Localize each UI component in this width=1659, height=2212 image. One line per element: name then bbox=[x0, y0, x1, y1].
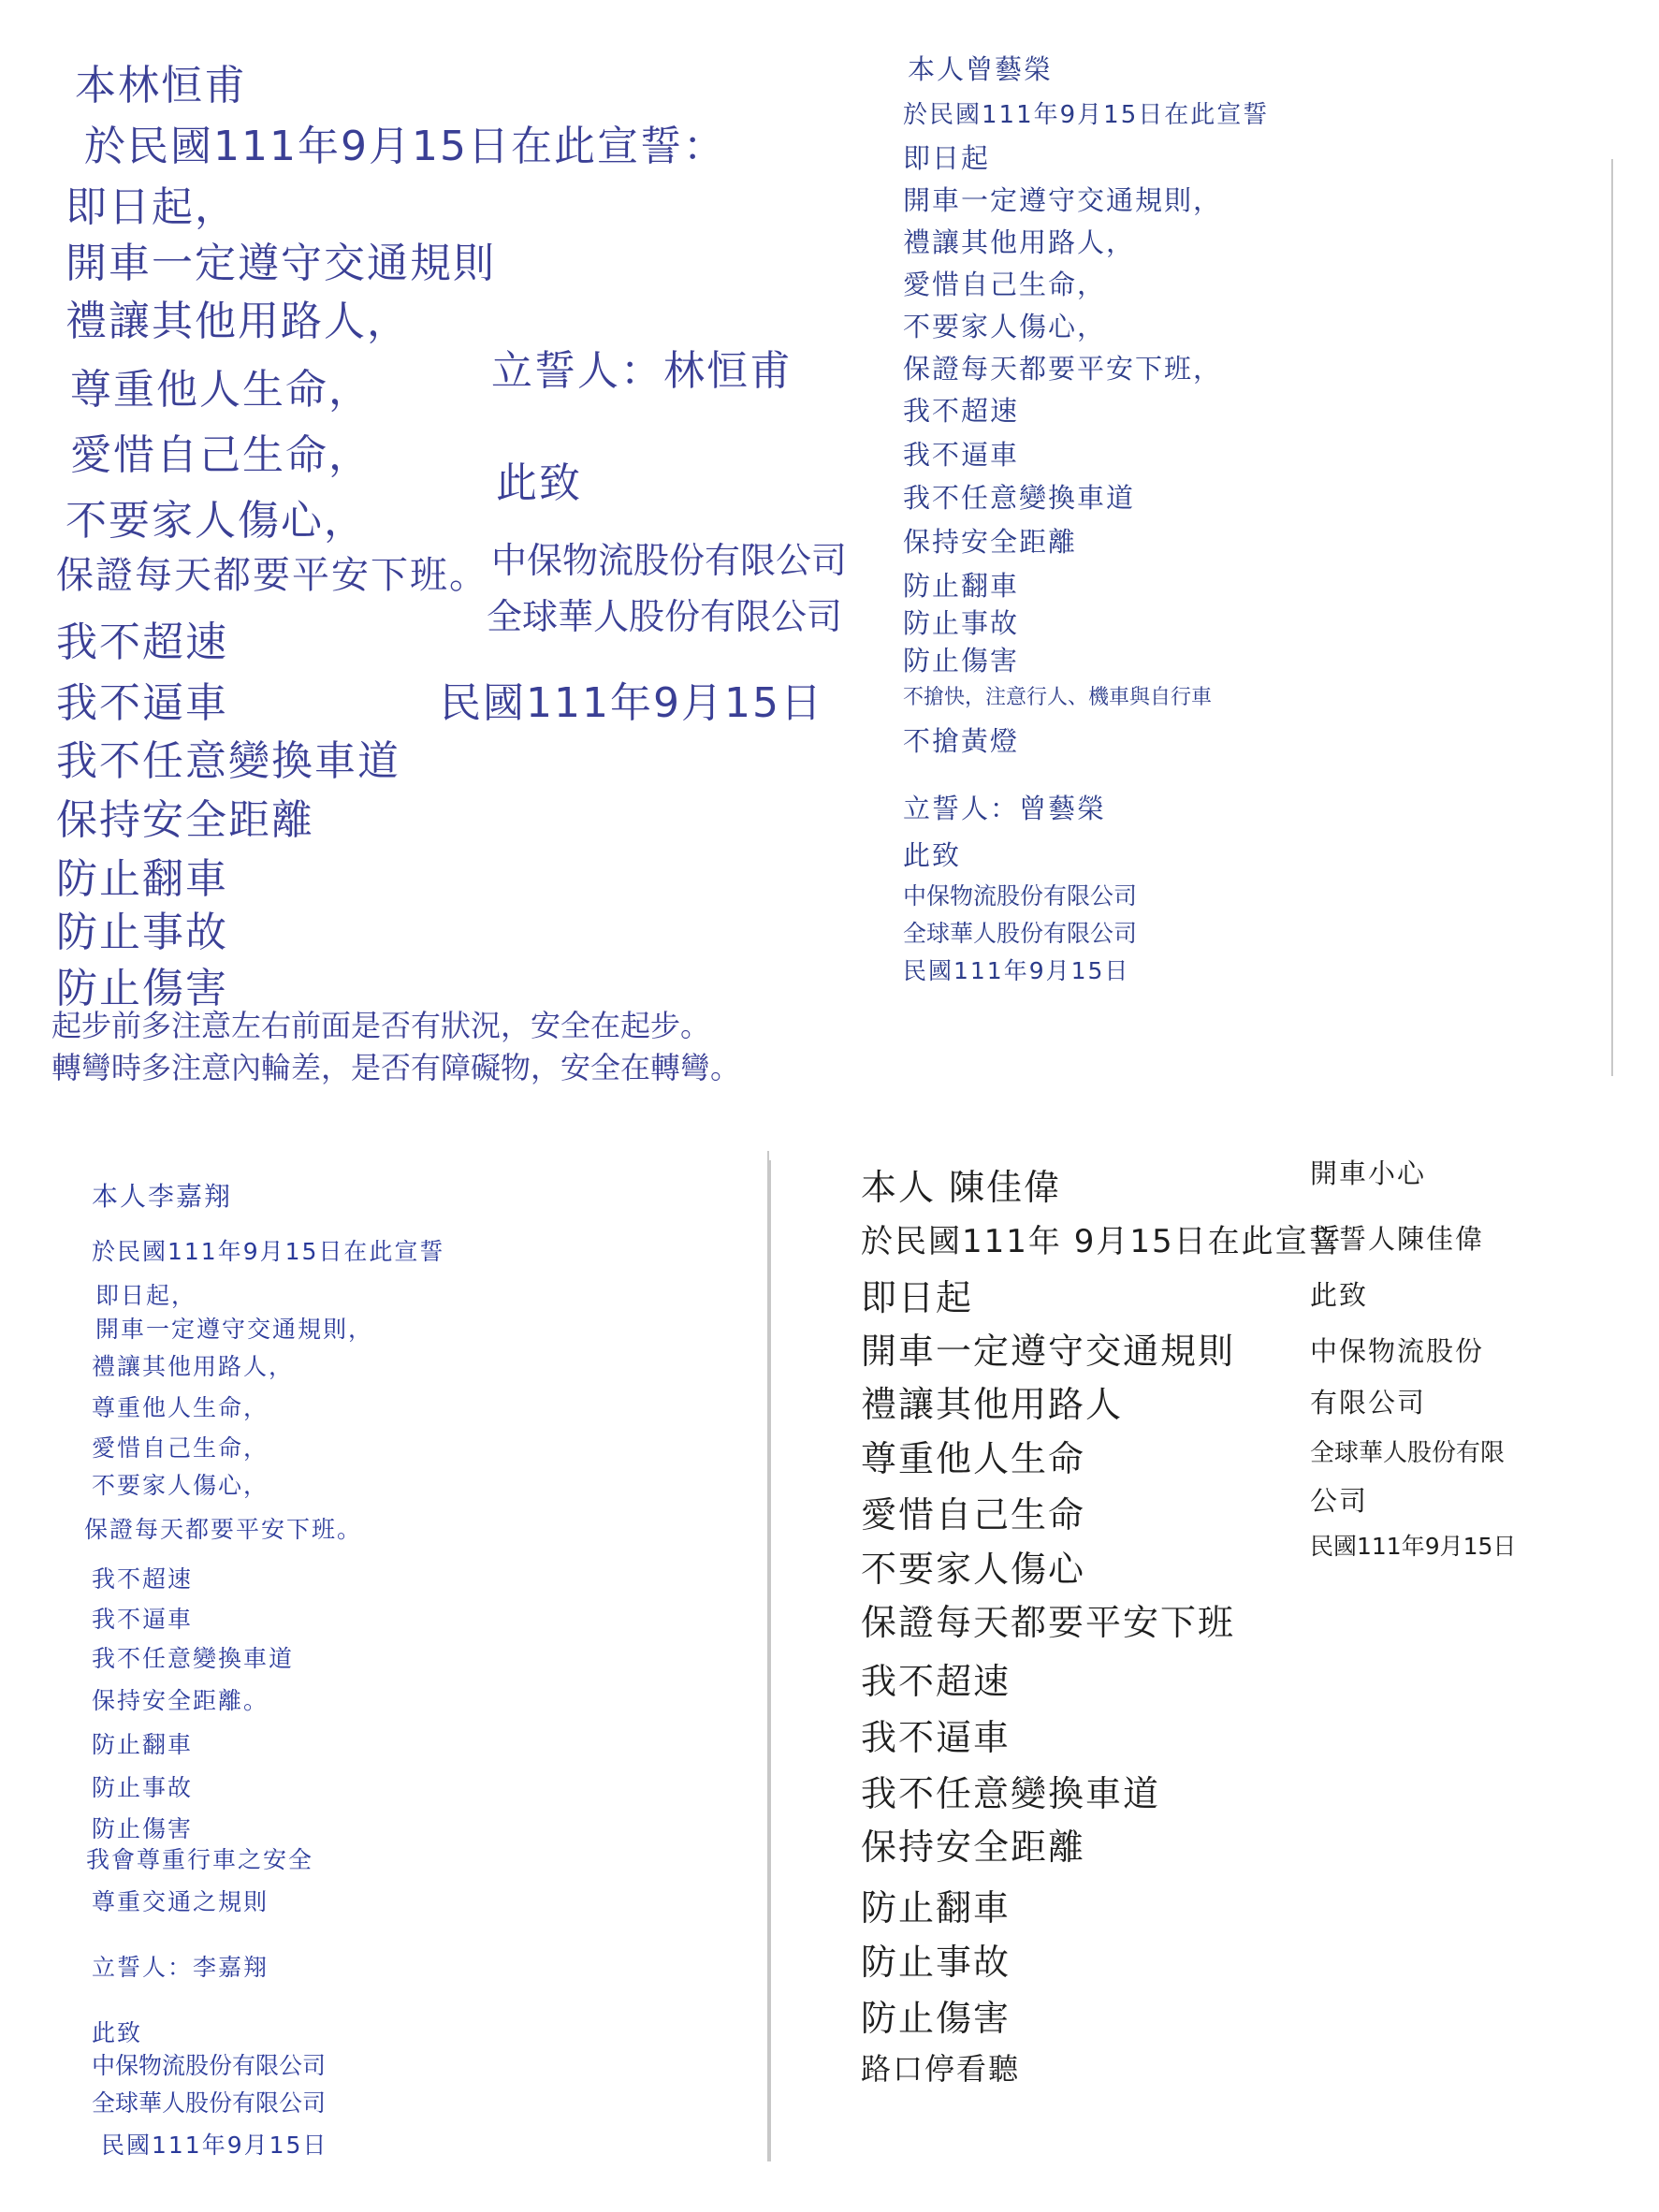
oath-line: 保持安全距離 bbox=[861, 1826, 1086, 1868]
company-name: 中保物流股份有限公司 bbox=[92, 2052, 327, 2079]
oath-line: 我不超速 bbox=[903, 395, 1020, 427]
oath-line: 防止事故 bbox=[92, 1774, 194, 1801]
oath-line: 我不逼車 bbox=[903, 439, 1020, 471]
oath-line: 我不逼車 bbox=[56, 679, 228, 727]
oath-line: 防止翻車 bbox=[861, 1887, 1011, 1928]
oath-letter-1 bbox=[47, 37, 848, 1085]
company-name: 全球華人股份有限公司 bbox=[487, 596, 843, 637]
oath-line: 開車一定遵守交通規則， bbox=[95, 1316, 374, 1343]
oath-line: 我不任意變換車道 bbox=[861, 1773, 1161, 1814]
oath-line: 防止傷害 bbox=[861, 1998, 1011, 2039]
oath-line: 保證每天都要平安下班， bbox=[903, 353, 1223, 385]
oath-date: 民國111年9月15日 bbox=[1310, 1533, 1517, 1560]
oath-line: 愛惜自己生命， bbox=[903, 269, 1107, 300]
oath-line: 尊重交通之規則 bbox=[92, 1888, 269, 1915]
oath-line: 愛惜自己生命 bbox=[861, 1494, 1086, 1535]
oath-line: 愛惜自己生命， bbox=[70, 431, 371, 479]
closing-salutation: 此致 bbox=[903, 839, 962, 871]
oath-line: 禮讓其他用路人， bbox=[92, 1353, 295, 1380]
oath-line: 我不超速 bbox=[92, 1565, 194, 1593]
oath-line: 本林恒甫 bbox=[75, 62, 247, 109]
oath-date: 民國111年9月15日 bbox=[903, 957, 1130, 984]
oath-letter-2 bbox=[870, 37, 1619, 1085]
oath-date: 民國111年9月15日 bbox=[440, 679, 823, 727]
oath-date: 民國111年9月15日 bbox=[101, 2132, 328, 2159]
oath-line: 不要家人傷心 bbox=[861, 1549, 1086, 1590]
oath-line: 我不逼車 bbox=[92, 1606, 194, 1633]
oath-line: 起步前多注意左右前面是否有狀況，安全在起步。 bbox=[51, 1008, 711, 1043]
oath-line: 不搶快，注意行人、機車與自行車 bbox=[903, 686, 1213, 709]
oath-line: 不要家人傷心， bbox=[65, 497, 367, 545]
oath-line: 我不任意變換車道 bbox=[92, 1645, 295, 1672]
company-name: 全球華人股份有限 bbox=[1310, 1439, 1506, 1467]
oath-line: 禮讓其他用路人， bbox=[65, 298, 410, 345]
oath-line: 我不任意變換車道 bbox=[903, 482, 1136, 514]
oath-line: 不要家人傷心， bbox=[92, 1472, 269, 1499]
oath-line: 防止事故 bbox=[903, 607, 1020, 639]
oath-line: 保持安全距離。 bbox=[92, 1687, 269, 1714]
oath-line: 我會尊重行車之安全 bbox=[86, 1846, 314, 1873]
oath-line: 即日起， bbox=[65, 183, 238, 231]
oath-line: 尊重他人生命， bbox=[92, 1394, 269, 1421]
oath-taker-signature: 立誓人：曾藝榮 bbox=[903, 793, 1107, 824]
oath-line: 防止傷害 bbox=[92, 1815, 194, 1842]
company-name: 公司 bbox=[1310, 1485, 1369, 1517]
oath-line: 防止事故 bbox=[861, 1942, 1011, 1983]
oath-line: 本人李嘉翔 bbox=[92, 1181, 233, 1212]
oath-line: 不要家人傷心， bbox=[903, 311, 1107, 342]
closing-salutation: 此致 bbox=[1310, 1279, 1369, 1311]
oath-line: 即日起 bbox=[861, 1277, 974, 1318]
oath-line: 開車一定遵守交通規則， bbox=[903, 184, 1223, 216]
closing-salutation: 此致 bbox=[92, 2019, 143, 2046]
oath-line: 愛惜自己生命， bbox=[92, 1434, 269, 1462]
oath-line: 防止傷害 bbox=[903, 645, 1020, 677]
oath-taker-signature: 立誓人陳佳偉 bbox=[1310, 1223, 1485, 1255]
paper-edge bbox=[769, 1160, 771, 2161]
oath-line: 我不超速 bbox=[56, 618, 228, 666]
oath-letter-3 bbox=[47, 1151, 767, 2161]
oath-line: 我不超速 bbox=[861, 1661, 1011, 1702]
oath-line: 開車一定遵守交通規則 bbox=[861, 1331, 1236, 1372]
oath-line: 保持安全距離 bbox=[903, 526, 1078, 558]
oath-line: 即日起 bbox=[903, 142, 991, 174]
side-note: 開車小心 bbox=[1310, 1157, 1427, 1189]
oath-line: 我不任意變換車道 bbox=[56, 737, 400, 785]
oath-line: 禮讓其他用路人， bbox=[903, 226, 1136, 258]
closing-salutation: 此致 bbox=[496, 459, 582, 507]
paper-edge bbox=[1611, 159, 1613, 1076]
company-name: 全球華人股份有限公司 bbox=[903, 920, 1138, 947]
oath-line: 本人曾藝榮 bbox=[908, 53, 1054, 85]
oath-line: 防止翻車 bbox=[903, 570, 1020, 602]
oath-line: 即日起， bbox=[95, 1282, 197, 1309]
oath-line: 不搶黃燈 bbox=[903, 725, 1020, 757]
oath-line: 禮讓其他用路人 bbox=[861, 1384, 1124, 1425]
company-name: 中保物流股份有限公司 bbox=[903, 882, 1138, 910]
company-name: 有限公司 bbox=[1310, 1387, 1427, 1419]
oath-line: 於民國111年9月15日在此宣誓： bbox=[84, 123, 726, 170]
oath-line: 防止傷害 bbox=[56, 965, 228, 1012]
oath-line: 於民國111年 9月15日在此宣誓 bbox=[861, 1223, 1343, 1260]
oath-line: 保證每天都要平安下班。 bbox=[56, 554, 488, 597]
oath-taker-signature: 立誓人：林恒甫 bbox=[491, 347, 793, 395]
oath-line: 防止事故 bbox=[56, 909, 228, 956]
oath-line: 我不逼車 bbox=[861, 1717, 1011, 1758]
oath-line: 轉彎時多注意內輪差，是否有障礙物，安全在轉彎。 bbox=[51, 1050, 741, 1085]
oath-line: 本人 陳佳偉 bbox=[861, 1167, 1062, 1208]
company-name: 中保物流股份 bbox=[1310, 1335, 1485, 1367]
oath-line: 防止翻車 bbox=[92, 1731, 194, 1758]
oath-line: 尊重他人生命 bbox=[861, 1438, 1086, 1479]
company-name: 全球華人股份有限公司 bbox=[92, 2089, 327, 2117]
oath-letter-4 bbox=[833, 1132, 1563, 2161]
oath-line: 保證每天都要平安下班。 bbox=[84, 1516, 363, 1543]
company-name: 中保物流股份有限公司 bbox=[491, 540, 848, 581]
oath-line: 於民國111年9月15日在此宣誓 bbox=[903, 101, 1270, 129]
oath-line: 尊重他人生命， bbox=[70, 366, 371, 414]
oath-line: 開車一定遵守交通規則 bbox=[65, 240, 496, 287]
oath-line: 於民國111年9月15日在此宣誓 bbox=[92, 1238, 445, 1265]
oath-line: 防止翻車 bbox=[56, 855, 228, 903]
oath-line: 路口停看聽 bbox=[861, 2051, 1021, 2087]
oath-line: 保持安全距離 bbox=[56, 796, 314, 844]
oath-line: 保證每天都要平安下班 bbox=[861, 1602, 1236, 1643]
oath-taker-signature: 立誓人：李嘉翔 bbox=[92, 1954, 269, 1981]
